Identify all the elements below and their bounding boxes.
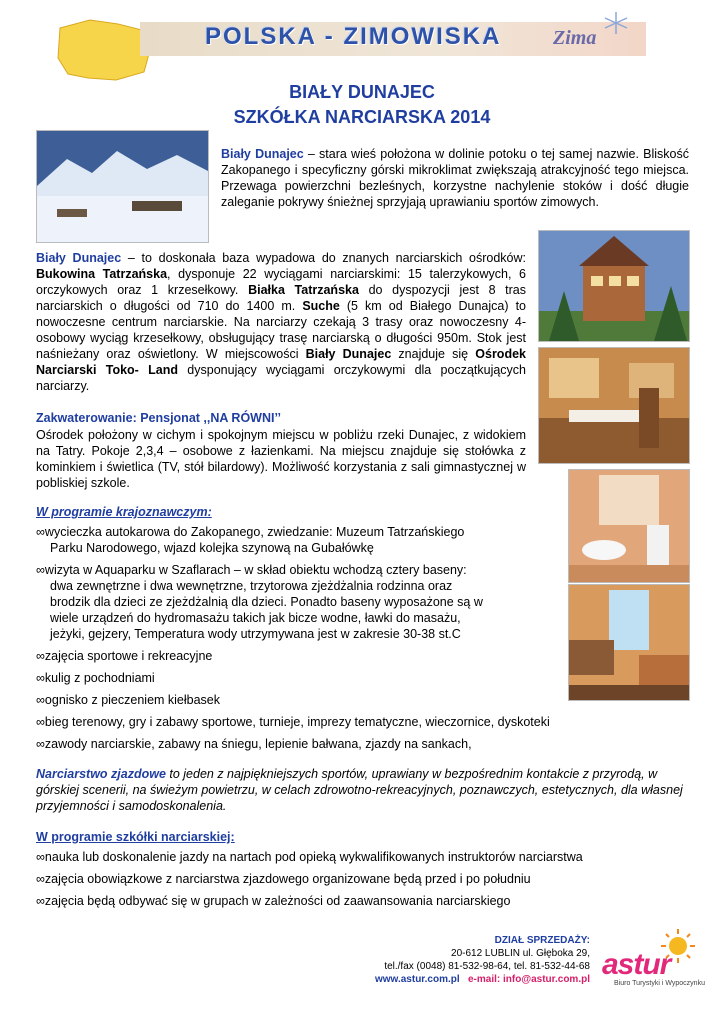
school-heading: W programie szkółki narciarskiej: [36,830,235,844]
list-item-text: zajęcia obowiązkowe z narciarstwa zjazdowego organizowane będą przed i po południu [44,872,531,886]
list-item [36,714,676,730]
intro-text: – stara wieś położona w dolinie potoku o tej samej nazwie. Bliskość Zakopanego i specyficzny górski mikroklimat zwiększają atrakcyjność tego miejsca. Przewaga powierzchni bezleśnych, korzystne nachylenie stoków i dość długie zaleganie pokrywy śnieżnej sprzyjają uprawianiu sportów zimowych. [221,147,689,209]
list-item-text: ognisko z pieczeniem kiełbasek [44,693,221,707]
list-item-cont [36,626,566,642]
list-item-text: nauka lub doskonalenie jazdy na nartach pod opieką wykwalifikowanych instruktorów narciarstwa [44,850,583,864]
list-item-cont [36,594,566,610]
bedroom-photo [568,584,690,701]
list-item-text: brodzik dla dzieci ze zjeżdżalnią dla dzieci. Ponadto baseny wyposażone są w [50,595,483,609]
logo-text: astur [602,948,671,981]
list-item-text: Parku Narodowego, wjazd kolejka szynową na Gubałówkę [50,541,374,555]
list-item [36,670,566,686]
list-item-text: bieg terenowy, gry i zabawy sportowe, turnieje, imprezy tematyczne, wieczornice, dyskoteki [44,715,550,729]
base-lead: Biały Dunajec [36,251,122,265]
dining-room-photo [538,347,690,464]
list-item [36,893,696,909]
list-item [36,562,566,578]
list-item-cont [36,578,566,594]
list-item-text: wycieczka autokarowa do Zakopanego, zwiedzanie: Muzeum Tatrzańskiego [44,525,465,539]
bukowina-name: Bukowina Tatrzańska [36,267,168,281]
intro-paragraph [221,146,689,210]
list-item-text: jeżyki, gejzery, Temperatura wody utrzymywana jest w zakresie 30-38 st.C [50,627,461,641]
base-text-5: znajduje się [391,347,476,361]
page-title: BIAŁY DUNAJEC [289,82,435,102]
astur-logo [598,928,710,988]
bullet-icon: ∞ [36,872,45,886]
bullet-icon: ∞ [36,850,45,864]
bullet-icon: ∞ [36,649,45,663]
lodging-paragraph: Ośrodek położony w cichym i spokojnym miejscu w pobliżu rzeki Dunajec, z widokiem na Tatry. Pokoje 2,3,4 – osobowe z łazienkami. Na miejscu znajduje się stołówka z kominkiem i świetlica (TV, stół bilardowy). Możliwość korzystania z sali gimnastycznej w pobliskiej szkole. [36,428,526,490]
skiing-paragraph [36,766,691,814]
list-item-cont [36,540,566,556]
list-item-text: zawody narciarskie, zabawy na śniegu, lepienie bałwana, zjazdy na sankach, [44,737,472,751]
contact-block [300,934,590,986]
bullet-icon: ∞ [36,563,45,577]
list-item [36,524,566,540]
page-subtitle: SZKÓŁKA NARCIARSKA 2014 [233,107,491,127]
list-item [36,692,566,708]
guesthouse-photo [538,230,690,342]
base-text-6: dysponujący wyciągami orczykowymi dla początkujących narciarzy. [36,363,527,393]
list-item [36,648,566,664]
base-text-3: do dyspozycji jest 8 tras narciarskich o długości od 710 do 1400 m. [36,283,527,313]
suche-name: Suche [302,299,340,313]
list-item-text: wizyta w Aquaparku w Szaflarach – w skład obiektu wchodzą cztery baseny: [44,563,467,577]
sightseeing-heading: W programie krajoznawczym: [36,505,212,519]
list-item-text: zajęcia będą odbywać się w grupach w zależności od zaawansowania narciarskiego [44,894,511,908]
skiing-text: to jeden z najpiękniejszych sportów, uprawiany w bezpośrednim kontakcie z przyrodą, w górskiej scenerii, na świeżym powietrzu, w celach zdrowotno-rekreacyjnych, poznawczych, estetycznych, dla własnej przyjemności i samodoskonalenia. [36,767,683,813]
bialy-dunajec-name: Biały Dunajec [305,347,392,361]
base-text-2: , dysponuje 22 wyciągami narciarskimi: 15 talerzykowych, 6 orczykowych oraz 1 krzesełkowy. [36,267,527,297]
list-item-text: zajęcia sportowe i rekreacyjne [44,649,213,663]
lodging-heading: Zakwaterowanie: Pensjonat ,,NA RÓWNI’’ [36,411,281,425]
bullet-icon: ∞ [36,693,45,707]
bialka-name: Białka Tatrzańska [248,283,359,297]
winter-landscape-photo [36,130,209,243]
email-link[interactable]: e-mail: info@astur.com.pl [468,974,590,985]
toko-land-name: Ośrodek Narciarski Toko- Land [36,347,526,377]
list-item-text: kulig z pochodniami [44,671,155,685]
bullet-icon: ∞ [36,671,45,685]
sightseeing-list [36,524,566,752]
school-list [36,849,696,909]
bullet-icon: ∞ [36,525,45,539]
sales-dept-label: DZIAŁ SPRZEDAŻY: [494,935,590,946]
bullet-icon: ∞ [36,737,45,751]
list-item-text: dwa zewnętrzne i dwa wewnętrzne, trzytorowa zjeżdżalnia rodzinna oraz [50,579,453,593]
base-text-4: (5 km od Białego Dunajca) to nowoczesne centrum narciarskie. Na narciarzy czekają 3 trasy oraz nowoczesny 4-osobowy wyciąg krzesełkowy, obsługujący trasę narciarską o długości 950m. Stok jest naśnieżany oraz oświetlony. W miejscowości [36,299,526,361]
list-item [36,849,696,865]
phone: tel./fax (0048) 81-532-98-64, tel. 81-532-44-68 [384,961,590,972]
logo-subtext: Biuro Turystyki i Wypoczynku [614,980,705,987]
ski-base-paragraph [36,250,526,394]
intro-lead: Biały Dunajec [221,147,304,161]
base-text-1: – to doskonała baza wypadowa do znanych narciarskich ośrodków: [121,251,526,265]
banner-title: POLSKA - ZIMOWISKA [205,23,502,50]
list-item [36,736,566,752]
banner-subtitle: Zima [553,27,597,49]
bathroom-photo [568,469,690,583]
bullet-icon: ∞ [36,894,45,908]
website-link[interactable]: www.astur.com.pl [375,974,460,985]
address: 20-612 LUBLIN ul. Głęboka 29, [451,948,590,959]
list-item-cont [36,610,566,626]
snowflake-icon [596,10,636,36]
list-item-text: wiele urządzeń do hydromasażu takich jak bicze wodne, ławki do masażu, [50,611,461,625]
bullet-icon: ∞ [36,715,45,729]
list-item [36,871,696,887]
skiing-lead: Narciarstwo zjazdowe [36,767,166,781]
